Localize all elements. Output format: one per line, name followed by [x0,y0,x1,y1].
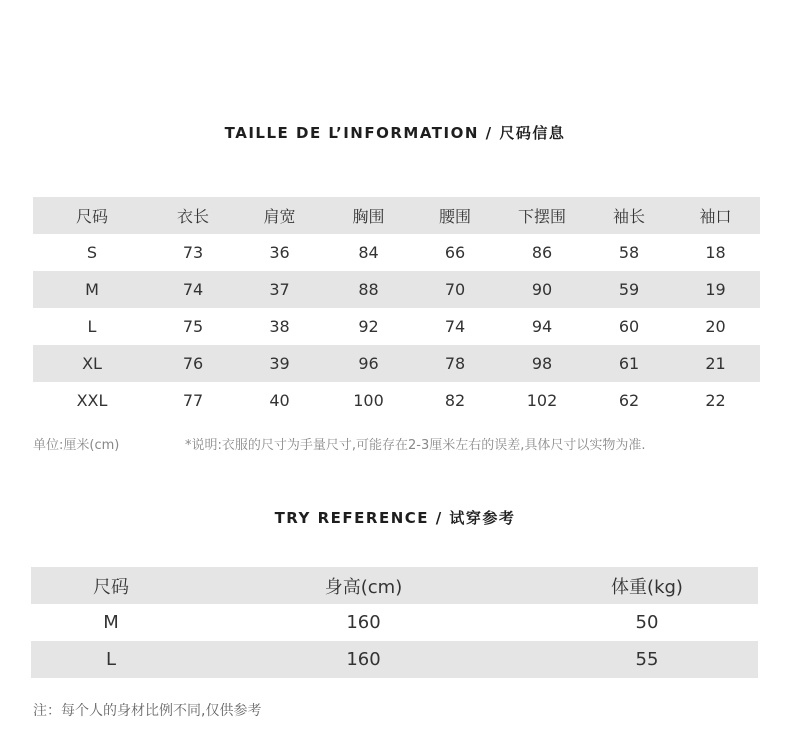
header-cell: 袖长 [587,197,671,234]
try-table-header [31,567,758,604]
header-cell: 尺码 [31,567,191,604]
table-cell: 82 [444,391,466,410]
measurement-note: *说明:衣服的尺寸为手量尺寸,可能存在2-3厘米左右的误差,具体尺寸以实物为准. [185,438,646,453]
table-cell: XL [33,345,151,382]
table-cell: 86 [531,243,553,262]
table-cell: 73 [182,243,204,262]
table-cell: 58 [618,243,640,262]
table-cell: 36 [269,243,290,262]
table-cell: 38 [269,317,290,336]
table-row [33,271,760,308]
table-cell: 21 [671,345,760,382]
table-cell: 70 [413,271,497,308]
header-cell: 肩宽 [235,197,324,234]
table-cell: 59 [587,271,671,308]
table-cell: 66 [444,243,466,262]
size-table [33,197,760,419]
table-cell: XXL [76,391,108,410]
table-cell: 160 [346,612,381,633]
table-cell: 20 [705,317,726,336]
table-row [33,382,760,419]
table-cell: 74 [151,271,235,308]
table-row [33,345,760,382]
table-cell: 90 [497,271,587,308]
table-cell: 62 [618,391,640,410]
header-cell: 身高(cm) [191,567,536,604]
table-cell: M [33,271,151,308]
header-cell: 尺码 [33,197,151,234]
table-cell: 98 [497,345,587,382]
table-cell: 18 [705,243,726,262]
table-cell: 78 [413,345,497,382]
table-cell: 40 [269,391,290,410]
try-reference-table [31,567,758,678]
table-cell: 37 [235,271,324,308]
table-cell: 88 [324,271,413,308]
header-cell: 衣长 [151,197,235,234]
table-cell: 100 [353,391,384,410]
header-cell: 腰围 [413,197,497,234]
table-cell: 102 [526,391,558,410]
try-reference-title: TRY REFERENCE / 试穿参考 [274,509,516,527]
size-table-header [33,197,760,234]
table-cell: 96 [324,345,413,382]
table-cell: 61 [587,345,671,382]
table-cell: 75 [182,317,204,336]
table-cell: 77 [182,391,204,410]
header-cell: 胸围 [324,197,413,234]
table-row [31,641,758,678]
table-cell: 94 [531,317,553,336]
table-cell: M [103,612,119,633]
table-row [33,234,760,271]
reference-note: 注：每个人的身材比例不同,仅供参考 [33,703,262,719]
table-cell: 50 [635,612,659,633]
table-cell: 74 [444,317,466,336]
table-cell: 60 [618,317,640,336]
table-cell: 76 [151,345,235,382]
table-cell: 160 [191,641,536,678]
table-cell: 55 [536,641,758,678]
table-cell: S [86,243,98,262]
table-cell: 19 [671,271,760,308]
table-row [31,604,758,641]
table-cell: 92 [358,317,379,336]
table-cell: 39 [235,345,324,382]
table-cell: 84 [358,243,379,262]
table-cell: L [87,317,97,336]
unit-note: 单位:厘米(cm) [33,438,120,453]
header-cell: 袖口 [671,197,760,234]
size-info-title: TAILLE DE L’INFORMATION / 尺码信息 [224,124,566,142]
table-cell: L [31,641,191,678]
header-cell: 体重(kg) [536,567,758,604]
table-cell: 22 [705,391,726,410]
table-row [33,308,760,345]
header-cell: 下摆围 [497,197,587,234]
